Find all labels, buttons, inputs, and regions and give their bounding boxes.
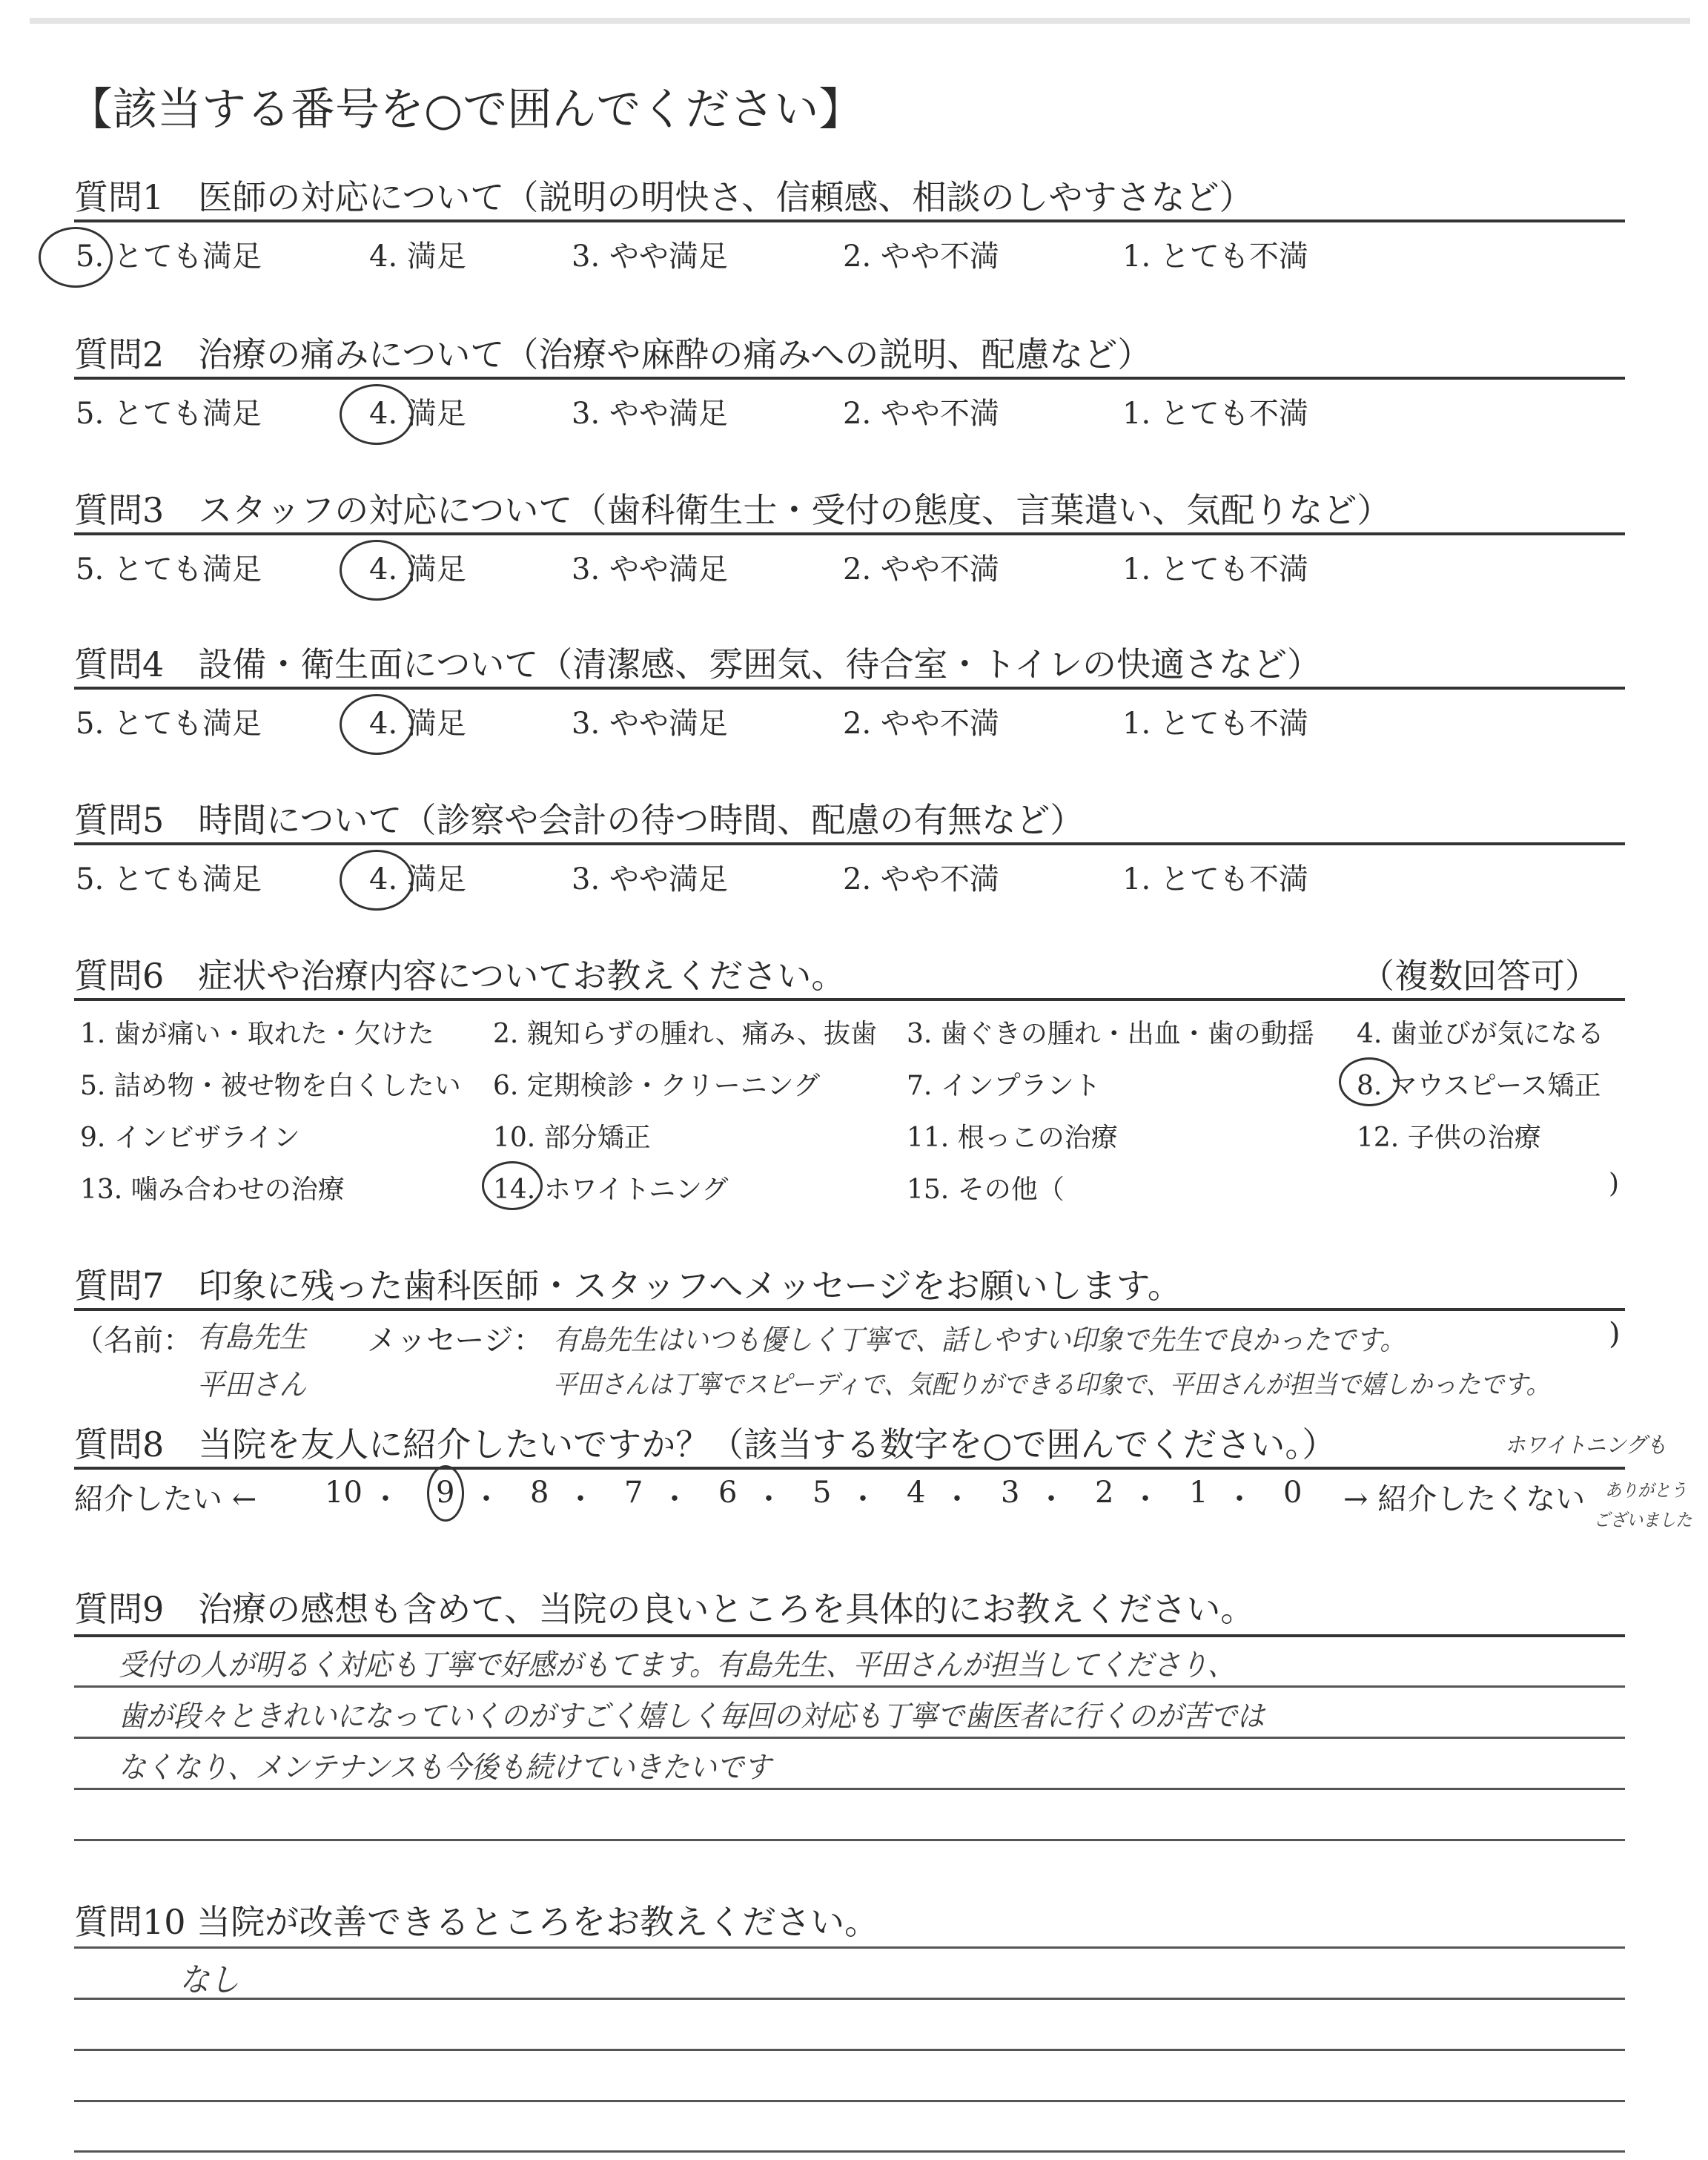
divider <box>74 2150 1625 2153</box>
scale-number[interactable]: 4 <box>907 1476 926 1510</box>
rating-option[interactable]: 1. とても不満 <box>1122 707 1308 741</box>
treatment-option[interactable]: 11. 根っこの治療 <box>907 1123 1118 1153</box>
answer-line: 歯が段々ときれいになっていくのがすごく嬉しく毎回の対応も丁寧で歯医者に行くのが苦では <box>119 1700 1265 1734</box>
treatment-option[interactable]: 14. ホワイトニング <box>493 1175 729 1205</box>
staff-name: 平田さん <box>197 1368 307 1402</box>
rating-option[interactable]: 5. とても満足 <box>76 397 262 431</box>
divider <box>74 2100 1625 2102</box>
divider <box>74 1839 1625 1841</box>
scale-dot: ・ <box>848 1482 878 1516</box>
rating-option[interactable]: 3. やや満足 <box>572 397 728 431</box>
selection-circle <box>482 1161 543 1210</box>
rating-option[interactable]: 5. とても満足 <box>76 240 262 274</box>
rating-option[interactable]: 4. 満足 <box>369 397 466 431</box>
scale-left-label: 紹介したい ← <box>74 1482 257 1516</box>
divider <box>74 1308 1625 1311</box>
rating-option[interactable]: 2. やや不満 <box>843 707 999 741</box>
question-heading: 質問3 スタッフの対応について（歯科衛生士・受付の態度、言葉遣い、気配りなど） <box>74 490 1391 530</box>
selection-circle <box>340 384 414 445</box>
scale-right-label: → 紹介したくない <box>1343 1482 1586 1516</box>
rating-option[interactable]: 1. とても不満 <box>1122 240 1308 274</box>
scale-dot: ・ <box>566 1482 595 1516</box>
rating-option[interactable]: 2. やや不満 <box>843 552 999 587</box>
treatment-option[interactable]: 6. 定期検診・クリーニング <box>493 1071 821 1101</box>
divider <box>74 1685 1625 1688</box>
divider <box>74 1998 1625 2000</box>
rating-option[interactable]: 4. 満足 <box>369 240 466 274</box>
divider <box>74 532 1625 535</box>
question-heading: 質問9 治療の感想も含めて、当院の良いところを具体的にお教えください。 <box>74 1589 1255 1629</box>
scale-dot: ・ <box>660 1482 689 1516</box>
answer-line: なくなり、メンテナンスも今後も続けていきたいです <box>119 1751 772 1785</box>
scale-dot: ・ <box>1036 1482 1066 1516</box>
page-title: 【該当する番号を○で囲んでください】 <box>68 84 864 136</box>
question-heading: 質問2 治療の痛みについて（治療や麻酔の痛みへの説明、配慮など） <box>74 334 1152 374</box>
divider <box>74 1788 1625 1790</box>
rating-option[interactable]: 2. やや不満 <box>843 862 999 896</box>
question-heading: 質問8 当院を友人に紹介したいですか？（該当する数字を○で囲んでください。） <box>74 1424 1337 1464</box>
message-text: 有島先生はいつも優しく丁寧で、話しやすい印象で先生で良かったです。 <box>553 1324 1406 1356</box>
treatment-option[interactable]: 10. 部分矯正 <box>493 1123 651 1153</box>
message-label: メッセージ： <box>367 1324 543 1358</box>
answer-line: 受付の人が明るく対応も丁寧で好感がもてます。有島先生、平田さんが担当してくださり、 <box>119 1648 1235 1682</box>
selection-circle <box>1339 1057 1400 1106</box>
selection-circle <box>427 1465 464 1522</box>
divider <box>74 1946 1625 1949</box>
rating-option[interactable]: 4. 満足 <box>369 552 466 587</box>
scale-number[interactable]: 9 <box>436 1476 455 1510</box>
scale-number[interactable]: 3 <box>1001 1476 1020 1510</box>
message-close: ) <box>1609 1317 1621 1351</box>
treatment-option[interactable]: 2. 親知らずの腫れ、痛み、抜歯 <box>493 1019 878 1049</box>
scan-edge <box>30 18 1690 24</box>
answer-line: なし <box>179 1961 239 1999</box>
scale-number[interactable]: 6 <box>718 1476 738 1510</box>
rating-option[interactable]: 1. とても不満 <box>1122 397 1308 431</box>
selection-circle <box>340 694 414 755</box>
scale-dot: ・ <box>471 1482 501 1516</box>
scale-number[interactable]: 1 <box>1189 1476 1208 1510</box>
treatment-option[interactable]: 13. 噛み合わせの治療 <box>80 1175 345 1205</box>
rating-option[interactable]: 1. とても不満 <box>1122 862 1308 896</box>
other-close-paren: ) <box>1609 1169 1620 1199</box>
question-heading: 質問1 医師の対応について（説明の明快さ、信頼感、相談のしやすさなど） <box>74 177 1254 217</box>
rating-option[interactable]: 2. やや不満 <box>843 397 999 431</box>
divider <box>74 377 1625 380</box>
scale-dot: ・ <box>942 1482 972 1516</box>
scale-dot: ・ <box>754 1482 784 1516</box>
divider <box>74 998 1625 1001</box>
side-note: ホワイトニングも <box>1505 1433 1667 1459</box>
divider <box>74 1467 1625 1470</box>
rating-option[interactable]: 4. 満足 <box>369 707 466 741</box>
rating-option[interactable]: 5. とても満足 <box>76 862 262 896</box>
scale-number[interactable]: 2 <box>1095 1476 1114 1510</box>
treatment-option[interactable]: 12. 子供の治療 <box>1357 1123 1541 1153</box>
rating-option[interactable]: 3. やや満足 <box>572 862 728 896</box>
treatment-option[interactable]: 8. マウスピース矯正 <box>1357 1071 1601 1101</box>
question-heading: 質問7 印象に残った歯科医師・スタッフへメッセージをお願いします。 <box>74 1266 1182 1306</box>
rating-option[interactable]: 2. やや不満 <box>843 240 999 274</box>
treatment-option[interactable]: 1. 歯が痛い・取れた・欠けた <box>80 1019 434 1049</box>
scale-number[interactable]: 8 <box>530 1476 549 1510</box>
side-note: ありがとう <box>1605 1480 1687 1501</box>
selection-circle <box>340 540 414 601</box>
staff-name: 有島先生 <box>197 1321 307 1355</box>
scale-number[interactable]: 5 <box>812 1476 832 1510</box>
scale-dot: ・ <box>1225 1482 1254 1516</box>
question-heading: 質問5 時間について（診察や会計の待つ時間、配慮の有無など） <box>74 800 1085 840</box>
scale-dot: ・ <box>371 1482 400 1516</box>
divider <box>74 1737 1625 1739</box>
rating-option[interactable]: 1. とても不満 <box>1122 552 1308 587</box>
divider <box>74 2049 1625 2051</box>
treatment-option[interactable]: 15. その他（ <box>907 1175 1065 1205</box>
divider <box>74 842 1625 845</box>
question-heading: 質問4 設備・衛生面について（清潔感、雰囲気、待合室・トイレの快適さなど） <box>74 644 1322 684</box>
treatment-option[interactable]: 3. 歯ぐきの腫れ・出血・歯の動揺 <box>907 1019 1314 1049</box>
rating-option[interactable]: 5. とても満足 <box>76 707 262 741</box>
scale-number[interactable]: 7 <box>624 1476 643 1510</box>
divider <box>74 1634 1625 1637</box>
selection-circle <box>340 850 414 911</box>
treatment-option[interactable]: 4. 歯並びが気になる <box>1357 1019 1604 1049</box>
question-heading: 質問10 当院が改善できるところをお教えください。 <box>74 1902 879 1942</box>
message-text: 平田さんは丁寧でスピーディで、気配りができる印象で、平田さんが担当で嬉しかったです。 <box>553 1370 1550 1400</box>
scale-number[interactable]: 0 <box>1283 1476 1302 1510</box>
scale-dot: ・ <box>1131 1482 1160 1516</box>
rating-option[interactable]: 5. とても満足 <box>76 552 262 587</box>
treatment-option[interactable]: 7. インプラント <box>907 1071 1101 1101</box>
treatment-option[interactable]: 5. 詰め物・被せ物を白くしたい <box>80 1071 461 1101</box>
rating-option[interactable]: 4. 満足 <box>369 862 466 896</box>
rating-option[interactable]: 3. やや満足 <box>572 552 728 587</box>
side-note: ございました <box>1594 1510 1692 1530</box>
rating-option[interactable]: 3. やや満足 <box>572 240 728 274</box>
name-label: （名前： <box>74 1324 193 1358</box>
question-heading: 質問6 症状や治療内容についてお教えください。 <box>74 956 846 996</box>
divider <box>74 219 1625 222</box>
selection-circle <box>39 227 113 288</box>
treatment-option[interactable]: 9. インビザライン <box>80 1123 300 1153</box>
rating-option[interactable]: 3. やや満足 <box>572 707 728 741</box>
scale-number[interactable]: 10 <box>325 1476 363 1510</box>
divider <box>74 687 1625 690</box>
multiple-answer-note: （複数回答可） <box>1360 956 1599 996</box>
